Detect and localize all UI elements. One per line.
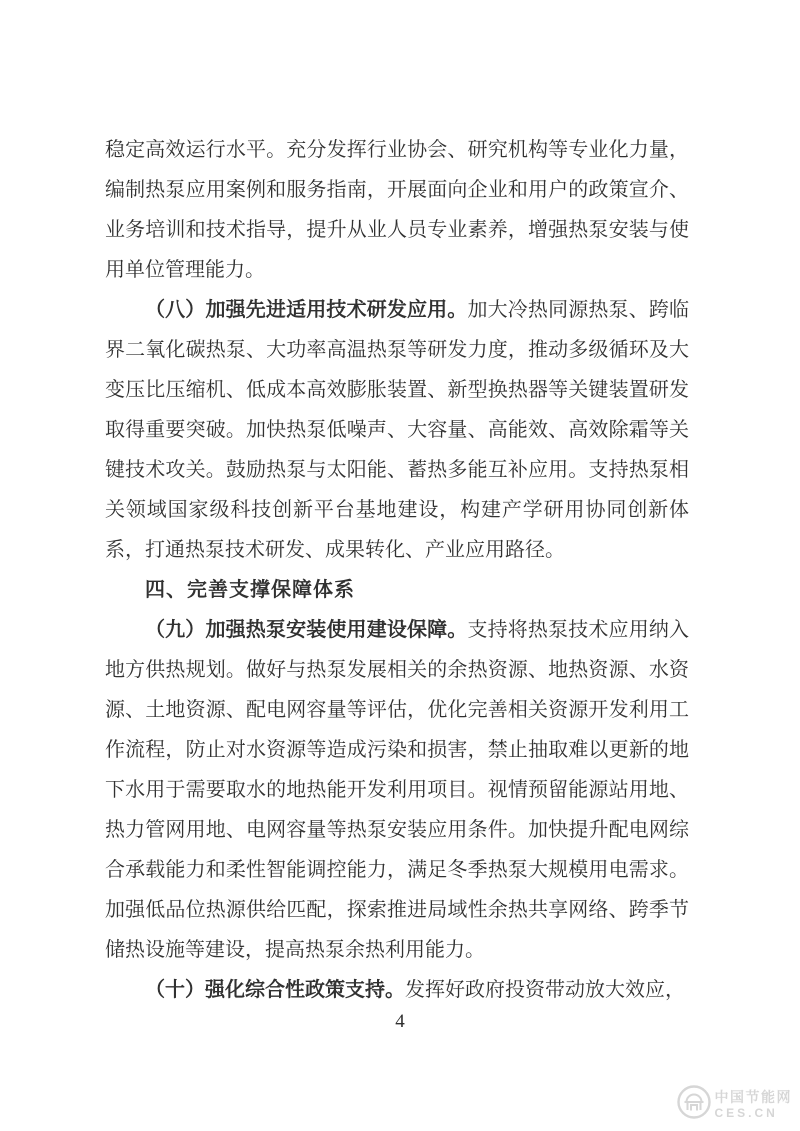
- watermark-site-name: 中国节能网: [714, 1088, 792, 1105]
- document-body: [105, 130, 689, 1010]
- clause-lead: （九）加强热泵安装使用建设保障。: [145, 619, 468, 641]
- paragraph-1: 稳定高效运行水平。充分发挥行业协会、研究机构等专业化力量，编制热泵应用案例和服务指南，开展面向企业和用户的政策宣介、业务培训和技术指导，提升从业人员专业素养，增强热泵安装与使用单位管理能力。: [105, 139, 689, 281]
- clause-lead: （十）强化综合性政策支持。: [145, 979, 405, 1001]
- watermark-site-domain: CES.CN: [714, 1105, 778, 1120]
- paragraph-4: （九）加强热泵安装使用建设保障。支持将热泵技术应用纳入地方供热规划。做好与热泵发展相关的余热资源、地热资源、水资源、土地资源、配电网容量等评估，优化完善相关资源开发利用工作流程，防止对水资源等造成污染和损害，禁止抽取难以更新的地下水用于需要取水的地热能开发利用项目。视情预留能源站用地、热力管网用地、电网容量等热泵安装应用条件。加快提升配电网综合承载能力和柔性智能调控能力，满足冬季热泵大规模用电需求。加强低品位热源供给匹配，探索推进局域性余热共享网络、跨季节储热设施等建设，提高热泵余热利用能力。: [105, 619, 690, 961]
- watermark-text: [715, 1089, 793, 1121]
- watermark: [676, 1084, 793, 1125]
- paragraph-2: （八）加强先进适用技术研发应用。加大冷热同源热泵、跨临界二氧化碳热泵、大功率高温热泵等研发力度，推动多级循环及大变压比压缩机、低成本高效膨胀装置、新型换热器等关键装置研发取得重要突破。加快热泵低噪声、大容量、高能效、高效除霜等关键技术攻关。鼓励热泵与太阳能、蓄热多能互补应用。支持热泵相关领域国家级科技创新平台基地建设，构建产学研用协同创新体系，打通热泵技术研发、成果转化、产业应用路径。: [105, 299, 690, 561]
- page-number: 4: [395, 1011, 405, 1032]
- clause-lead: （八）加强先进适用技术研发应用。: [145, 299, 468, 321]
- ces-logo-icon: [676, 1084, 712, 1125]
- paragraph-5: （十）强化综合性政策支持。发挥好政府投资带动放大效应，: [145, 979, 685, 1001]
- section-heading: 四、完善支撑保障体系: [145, 579, 355, 601]
